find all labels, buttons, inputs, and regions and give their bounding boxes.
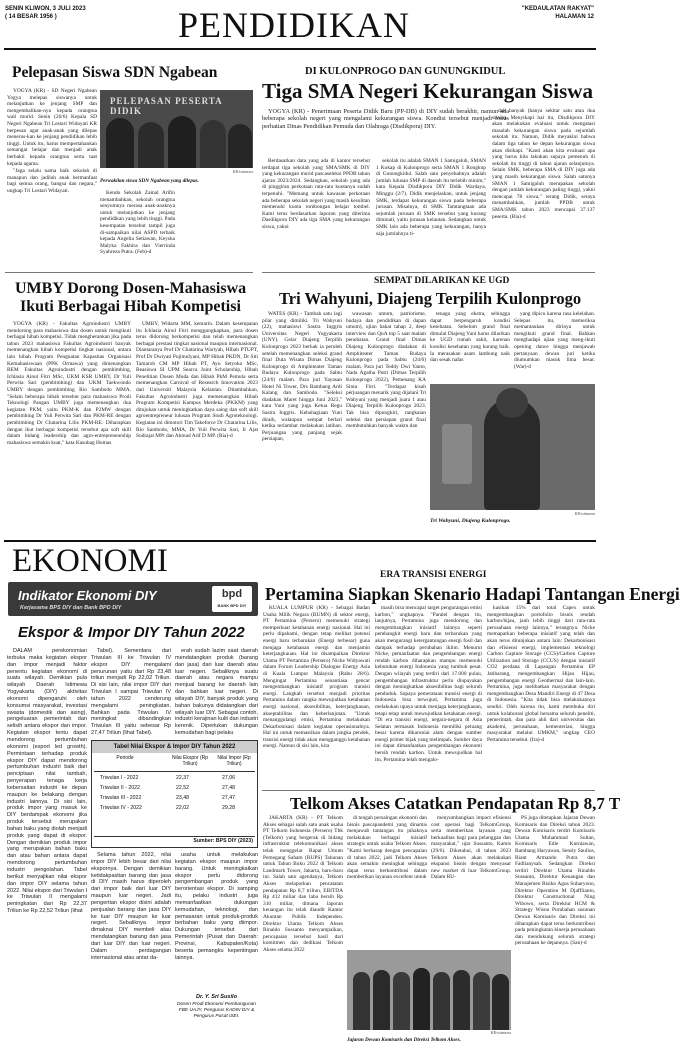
table-cell: 29,28 xyxy=(222,805,235,811)
tri-paragraph: yang dipicu karena rasa kelelahan. Selepas itu, memeriksa memantaukan dirinya untuk mengikuti grand final. Bahkan menghadapi ujian yang meng-ikuti opening dance hingga menjawab pertanyaan dewan juri ketika diumumkan masuk lima besar. (War)-d xyxy=(514,311,595,370)
table-rule xyxy=(94,771,255,772)
person-figure xyxy=(393,972,410,1030)
tri-kicker: SEMPAT DILARIKAN KE UGD xyxy=(374,276,510,286)
telkom-paragraph: PS juga ditetapkan Jajaran Dewan Komisaris dan Direksi tahun 2023. Dewan Komisaris terdiri Komisaris Utama Muhammad Sultan, Komisaris Edie Kurniawan, Bambang Haryawan, Sensly Saulius, Riant Armando Putra dan Fadlianysah. Sedangkan Direksi terdiri Direktur Utama Rinaldo Sussanto, Direktur Keuangan dan Manajemen Risiko Agus Suharyono, Direktur Operation M Djaffiianto, Direktur Constructional Ning Wibowo, serta Direktur HCM & Strategy Wisnu Purubahan susunan Dewan Komisaris dan Direksi ini diharapkan dapat terus berkontribusi pada peningkatan kinerja perusahaan dan mendukung seluruh strategi perusahaan ke depannya. (San)-d xyxy=(515,815,595,947)
pertamina-headline: Pertamina Siapkan Skenario Hadapi Tantangan Energi xyxy=(265,584,680,604)
ekspor-col-3b xyxy=(175,852,258,990)
ekspor-paragraph: Tabel). Sementara dari Triwulan III ke Triwulan IV ekspor DIY mengalami penurunan yaitu dari Rp 23,48 triliun menjadi Rp 22,02 Triliun. Di sisi lain, nilai impor DIY dari Triwulan I sampai Triwulan IV tahun 2022 cenderung mengalami peningkatan. Bahkan pada Triwulan IV meningkat dibandingkan Triwulan III yaitu sebesar Rp 27,47 Triliun (lihat Tabel). xyxy=(91,648,171,737)
table-cell: 27,47 xyxy=(222,795,235,801)
table-source: Sumber: BPS DIY (2023) xyxy=(193,838,253,844)
table-cell: Triwulan I - 2022 xyxy=(100,775,139,781)
bank-logo-text: bpd xyxy=(221,588,243,600)
banner-title: Indikator Ekonomi DIY xyxy=(18,588,157,603)
sma-col-3 xyxy=(492,108,595,268)
indikator-banner xyxy=(8,582,258,616)
pertamina-col-2 xyxy=(375,605,482,787)
sma-col-1 xyxy=(262,158,370,266)
divider xyxy=(262,790,595,791)
telkom-col-1 xyxy=(263,815,343,1031)
pertamina-paragraph: kasikan 15% dari total Capex untuk mengembangkan portofolio bisnis rendah karbon/hijau, jauh lebih tinggi dari rata-rata perusahaan energi lainnya," terangnya. Nicke memaparkan beberapa inisiatif yang telah dan akan terus ditunjukan antara lain: Dekarbonisasi dan efisiensi energi, implementasi teknologi Carbon Capture Storage (CCS)/Carbon Capture Utilization and Storage (CCUS) dengan inisiatif CO2 perdana di Lapangan Pertamina EP Jatibarang, mengembangkan Hijau Hijau, pengembangan energi Geothermal dan lain-lain. Pertamina, juga melibatkan masyarakat dengan mengembangkan Desa Mandiri Energi di 47 Desa di Indonesia. "Kita tidak bisa melakukannya sendiri. Oleh karena itu, kami membuka diri untuk kolaborasi global bersama seluruh peneliti, pemerintah, dan para ahli dari universitas dan akademi, perusahaan, kementerian, hingga masyarakat melalui UMKM," ungkap CEO Pertamina tersebut. (Ira)-d xyxy=(487,605,595,743)
tri-col-3 xyxy=(430,311,510,379)
page-number: HALAMAN 12 xyxy=(555,14,594,20)
umby-col-1 xyxy=(7,321,131,519)
table-cell: 22,37 xyxy=(176,775,189,781)
telkom-photo xyxy=(347,950,511,1030)
pertamina-paragraph: KUALA LUMPUR (KR) - Sebagai Badan Usaha Milik Negara (BUMN) di sektor energi, PT Pertamina (Persero) memenuhi strategi memperkuat ketahanan energi nasional. Hal ini perlu dipahami, dengan tetap melihat potensi energi baru terbarukan (Energi terbesar) guna menjaga ketahanan energi dan menjamin keterjangkauan. Hal ini disampaikan Direktur Utama PT Pertamina (Persero) Nicke Widyawati dalam Forum Leadership Dialogue Energy Asia di Kuala Lumpur Malaysia (Rabu 28/6). Mengingat Pertamina senantiasa gencar mengembangkan inisiatif program transisi energi. Langkah tersebut menjadi prioritas Pertamina dalam rangka mewujudkan ketahanan energi nasional, aksesibilitas, keterjangkauan, akseptabilitas dan keberlanjutan. "Untuk menanggulangi emisi, Pertamina melakukan Dekarbonisasi dalam kegiatan operasionalnya. Hal ini untuk memastikan dalam jangka pendek, transisi energi tidak akan mengganggu ketahanan energi. Namun di sisi lain, kita xyxy=(263,605,370,750)
ekspor-paragraph: DALAM perekonomian terbuka maka kegiatan ekspor dan impor menjadi faktor penentu kegiatan ekonomi di suatu wilayah. Demikian pula wilayah Daerah Istimewa Yogyakarta (DIY) aktivitas ekonomi dipengaruhi oleh konsumsi masyarakat, investasi swasta (domestik dan asing), pengeluaran pemerintah dan selisih antara ekspor dan impor. Kegiatan ekspor tentu dapat mendorong pertumbuhan ekonomi (export led growth). Permintaan terhadap produk ekspor DIY dapat mendorong pertumbuhan industri baik dari penciptaan nilai tambah, penyerapan tenaga kerja kebersaitan industri ke depan maupun ke belakang dengan industri lainnya. Di sisi lain, produk impor yang masuk ke DIY berdampak ekonomi jika produk tersebut merupakan bahan baku yang diolah menjadi produk yang dapat di ekspor. Dengan demikian produk impor yang merupakan bahan baku dan atau bahan antara dapat mendorong pertumbuhan industri pengolahan. Tabel berikut menyajikan nilai ekspor dan impor DIY selama tahun 2022. Nilai ekspor dari Triwulan I ke Triwulan II mengalami peningkatan dari Rp 22,37 Triliun ke Rp 22,52 Triliun (lihat xyxy=(7,648,87,915)
person-figure xyxy=(413,968,430,1030)
tri-paragraph: tenaga yang ekstra, sehingga dapat berpengaruh kondisi kesehatan. Sebelum grand final dimulai Diajeng Yuni harus dilarikan ke UGD rumah sakit, karenan kondisi kesehatan yang kurang baik. Ia merasakan asam lambung naik dan sesak nafas xyxy=(430,311,510,364)
person-figure xyxy=(106,118,134,168)
pertamina-paragraph: masih bisa mencapai target pengurangan emisi karbon," ungkapnya. "Paralel dengan itu, lanjutnya, Pertamina juga mendorong dan mengembangkan inisiatif lainnya seperti pembangkit energi baru dan terbarukan yang akan mengurangi ketergantungan energi fosil dan dampak terhadap perubahan iklim. Menurut Nicke, pemanfaatan dan pengembangan energi rendah karbon diharapkan mampu memenuhi kebutuhan energi Indonesia yang tumbuh pesat. Dengan wilayah yang terdiri dari 17.000 pulau, pengembangan infrastruktur perlu diupayakan dengan meningkatkan aksesibilitas bagi seluruh penduduk. Supaya pemerataan transisi energi di Indonesia bisa terwujud, Pertamina juga melakukan upaya untuk menjaga keterjangkauan, tetapi tetap untuk mewujudkan ketahanan energi. "Di era transisi energi, negara-negara di Asia Selatan termasuk Indonesia memiliki peluang besar karena dikaruniai alam dengan sumber energi primer bijak yang melimpah. Sumber daya ini dapat dimanfaatkan pengembangan ekonomi bersih rendah karbon. Untuk mewujudkan hal itu, Pertamina telah mengalo- xyxy=(375,605,482,763)
table-cell: Triwulan IV - 2022 xyxy=(100,805,142,811)
telkom-paragraph: JAKARTA (KR) - PT Telkom Akses sebagai salah satu anak usaha PT Telkom Indonesia (Persero) Tbk (Telkom) yang bergerak di bidang infrastruktur telekomunikasi akses telah menggelar Rapat Umum Pemegang Saham (RUPS) Tahunan untuk Tahun Buku 2022 di Telkom Landmark Tower, Jakarta, baru-baru ini. Salah satu agendanya, Telkom Akses melaporkan pencatatan pendapatan Rp 8,7 triliun, EBITDA Rp 412 miliar dan laba bersih Rp 310 miliar, dimana laporan keuangan itu telah diaudit Kantor Akuntan Publik Independen. Direktur Utama Telkom Akses Rinaldo Sussanto menyampaikan, pencapaian tersebut hasil dari komitmen dan dedikasi Telkom Akses selama 2022 xyxy=(263,815,343,953)
person-figure xyxy=(353,972,370,1030)
pertamina-col-3 xyxy=(487,605,595,787)
photo-credit: KR-istimewa xyxy=(490,1031,511,1035)
sdn-paragraph: YOGYA (KR) - SD Negeri Ngabean Yogya melepas siswanya untuk melanjutkan ke jenjang SMP dan mengembalikan-nya kepada orangtua wali murid. Senin (26/6) Kepala SD Negeri Ngabean Tri Lestari Widayati KR berpesan agar anak-anak yang dilepas menerus-kan ke jenjang pendidikan lebih tinggi. Untuk itu, harus mempertahankan semangat belajar dan menjadi anak berbakti kepada orangtua serta taat kepada agama. xyxy=(7,88,97,167)
telkom-headline: Telkom Akses Catatkan Pendapatan Rp 8,7 T xyxy=(290,794,621,813)
table-header: Periode xyxy=(116,755,134,761)
sma-lead-text: YOGYA (KR) - Penerimaan Peserta Didik Baru (PP-DB) di DIY sudah berakhir, namun ada beberapa sekolah negeri yang mengalami kekurangan siswa. Kondisi tersebut menjadi fokus perhatian Dinas Pendidikan Pemuda dan Olahraga (Disdikpora) DIY. xyxy=(262,108,509,130)
sma-paragraph: sekolah itu adalah SMAN 1 Samigaluh, SMAN 1 Kokap di Kulonprogo serta SMAN 1 Rongkop di Gunungkidul. Salah satu penyebabnya adalah jumlah lulusan SMP di daerah itu terlebih minim," kata Kepala Disdikpora DIY Didik Wardaya, Minggu (2/7). Didik menjelaskan, untuk jenjang SMK, terdapat kekurangan siswa pada beberapa jurusan. Misalnya, di SMK Tamtangtaan ada sejumlah jurusan di SMK tersebut yang kurang diminati, yaitu jurusan kelautan. Sedangkan untuk SMK lain ada beberapa yang kekurangan, hanya saja jumlahnya ti- xyxy=(376,158,486,237)
person-figure xyxy=(228,124,252,168)
sma-paragraph: Berdasarkan data yang ada di kantor tersebut terdapat tiga sekolah yang SMA/SMK di DIY yang kekurangan murid pascaseleksi PPDB tahun ajaran 2023/2024. Sedangkan, sekolah yang ada di pinggiran perkotaan rata-rata kuotanya sudah terpenuhi. "Memang untuk kawasan perkotaan ada beberapa sekolah negeri yang masih kesulitan memenuhi kuota rombongan belajar tombel. Kami terus berdasarkan laporan yang diterima Dasdikpora DIY ada tiga SMA yang kekurangan siswa, yakni xyxy=(262,158,370,230)
table-header: Nilai Ekspor (Rp Triliun) xyxy=(171,755,209,767)
photo-banner-text: PELEPASAN PESERTA DIDIK xyxy=(110,96,223,116)
photo-credit: KR-istimewa xyxy=(574,512,595,516)
sdn-headline: Pelepasan Siswa SDN Ngabean xyxy=(12,64,218,81)
photo-caption: Perwakilan siswa SDN Ngabean yang dilepas. xyxy=(100,178,199,184)
telkom-paragraph: di tengah persaingan ekonomi dan bisnis pascapandemi yang dinamis menjawab tantangan itu pihaknya melakukan berbagai inisiatif strategis untuk usaha Telkom Akses. "Kami berharap dengan pencapaian di tahun 2022, jadi Telkom Akses akan semakin meningkat sehingga dapat terus berkontribusi dalam memberikan layanan excellent untuk xyxy=(347,815,427,881)
person-figure xyxy=(433,972,450,1030)
umby-paragraph: YOGYA (KR) - Fakultas Agroindustri UMBY mendorong para mahasiswa dan dosen untuk mengikuti berbagai hibah kompetisi. Tidak mengherankan jika pada tahun 2023 mahasiswa Fakultas Agroindustri banyak memenangkan hibah kompetisi tingkat nasional, antara lain hibah Program Penguatan Kapasitas Organisasi Kemahasiswaan (PPK Ormawa) yang dimenangkan BEM Fakultas Agroindustri dengan pembimbing, Ichlasia Ainul Fitri MSc, UKM KSR UMBY, Dr Yuli Perwita Sari (pembimbing) dan UKM Taekwondo UMBY dengan pembimbing Rio Sambodo MMA. "Selain beberapa hibah tersebut para mahasiswa Prodi Teknologi Pangan UMBY juga memenangkan dua kegiatan PKM, yaitu PKM-K dan P2MW dengan pembimbing Dr Yuli Perwita Sari dan PKM-RE dengan pembimbing Dr Chatarina Lilis PKM-RE. Diharapkan dengan ikut berbagai kompetisi tersebut apa soft skill dalam bidang leadership dan agro-entrepreneurship mahasiswa semakin kuat," kata Kasubag Humas xyxy=(7,321,131,446)
sdn-body-lead xyxy=(7,88,97,263)
sdn-photo xyxy=(100,90,253,168)
sma-paragraph: dak banyak (hanya sekitar satu atau dua siswa). Menyikapi hal itu, Disdikpora DIY akan melakukan evaluasi untuk mengatasi masalah kekurangan siswa pada sejumlah sekolah itu. Namun, Didik meyakini bahwa dalam tiga tahun ke depan kekurangan siswa akan disikapi. "Kanti akan kita evaluasi apa yang harus kita lakukan supaya pemenuh di sekolah itu tinggi di tahun ajaran selanjutnya. Selain SMK, beberapa SMA di DIY juga ada yang masih kekurangan siswa. Salah satunya SMAN 1 Samigaluh merupakan sekolah dengan jumlah kekurangan paling tinggi, yakni mencapai 78 siswa," terang Didik, seraya menambahkan, jumlah PPDB untuk SMA/SMK tahun 2023 mencapai 37.137 peserta. (Ria)-d xyxy=(492,108,595,220)
table-title: Tabel Nilai Ekspor & Impor DIY Tahun 2022 xyxy=(92,741,257,753)
umby-headline-2: Ikuti Berbagai Hibah Kompetisi xyxy=(20,298,241,315)
pertamina-kicker: ERA TRANSISI ENERGI xyxy=(380,570,487,580)
sma-lead xyxy=(262,108,509,156)
person-figure xyxy=(373,970,390,1030)
sdn-body-mid xyxy=(100,190,175,265)
table-header: Nilai Impor (Rp Triliun) xyxy=(217,755,251,767)
table-cell: 22,02 xyxy=(176,805,189,811)
person-figure xyxy=(453,970,470,1030)
umby-paragraph: UMBY, Widarta MM, kemarin. Dalam kesempatan itu Ichlasia Ainul Fitri menggungkapkan, para dosen terus didorong berkompetisi dan telah memenangkan berbagai prestasi tingkat nasional maupun internasional. Diantaranya Prof Dr Chatarina Wariyah, Hibah PTUPT, Prof Dr Dwiyati Pujimulyani, MP Hibah PKDN, Dr Siti Tamaroh CM MP Hibah PT, Ayu Setyoko MSc, Beasiswa SI UPM Searca Joint Scholarship, Hibah Penelitian Dosen Muda dan Hibah PkM Pemula serta memenangkan Carnival of Research Innovation 2023 dari Universiti Malaysia Kelantan. Ditambahkan, Fakultas Agroindustri juga memenangkan Hibah Program Kompetisi Kampus Merdeka (PKKM) yang ditujukan untuk meningkatkan daya saing dan soft skill agroentrepreneur lulusan Program Studi Agroteknologi. Kegiatan ini dimotori Tim Takeforce Dr Chatarina Lilis, Rio Sambodo, MMA, Dr Yuli Perwita Sari, Ir Ajat Sudrajat MPt dan Ahmad Arif D MP. (Ria)-d xyxy=(136,321,258,440)
tri-paragraph: wawasan umum, patriotisme, budaya dan pendidikan di dapan umum), ujian bakat tahap 2, deep interview dan QnA top 5 saat malam penobatan. Grand final Dimas Diajeng Kulonprogo diadakan di Amphiteater Taman Budaya Kulonprogo pada Sabtu (24/6) malam. Para juri Teddy Dwi Yanto, Nada Agatha Putri (Dimas Terpilih Kulonprogo 2022), Pemenang KA Sinta Fitri. "Terdapat kisah perjuangan menarik yang dijalani Tri Wahyuni yang menjadi juara 1 atau Diajeng Terpilih Kulonprogo 2023. Tak bisa dipungkiri, rangkaian seleksi dan persiapan grand final membutuhkan banyak waktu dan xyxy=(346,311,426,430)
tri-paragraph: WATES (KR) - Tambah satu lagi pilar yang dimiliki. Tri Wahyuni (22), mahasiswi Sastra Inggris Universitas Negeri Yogyakarta (UNY). Gelar Diajeng Terpilih Kulonprogo 2023 berhak ia peroleh setelah memenangkan seleksi grand final Duta Wisata Dimas Diajeng Kulonprogo di Amphiteater Taman Budaya Kulonprogo pada Sabtu (24/6) malam. Para juri Yayasan Hotel Ni Tower, Drs Bambang Ardi Kalang dan Sambodo. "Seleksi diadakan Maret hingga Juni 2023," kata Yuni yang juga Ketua Regu Sastra Inggris. Kebahagiaan Yuni diraih, walaupun sempat berlari ketika terlambat melakukan latihan. Perjuangan yang panjang sejak persiapan, xyxy=(262,311,342,443)
tri-photo xyxy=(430,384,595,510)
tri-col-2 xyxy=(346,311,426,521)
section-title: PENDIDIKAN xyxy=(178,5,410,45)
banner-subtitle: Kerjasama BPS DIY dan Bank BPD DIY xyxy=(20,605,122,611)
trophy-shape xyxy=(442,424,472,484)
table-cell: 23,48 xyxy=(176,795,189,801)
table-rule xyxy=(94,836,255,837)
photo-caption: Jajaran Dewan Komisaris dan Direksi Telkom Akses. xyxy=(347,1037,461,1043)
person-head xyxy=(496,388,528,418)
ekspor-col-2a xyxy=(91,648,171,737)
person-figure xyxy=(473,972,490,1030)
divider xyxy=(262,272,595,273)
divider xyxy=(5,272,253,273)
bank-logo-sub: BANK BPD DIY xyxy=(217,603,247,608)
table-cell: 27,06 xyxy=(222,775,235,781)
telkom-col-3 xyxy=(431,815,511,945)
umby-headline-1: UMBY Dorong Dosen-Mahasiswa xyxy=(15,280,247,297)
telkom-col-4 xyxy=(515,815,595,1043)
ekspor-paragraph: usaha untuk melakukan kegiatan ekspor maupun impor barang. Untuk meningkatkan ekspor perlu didorong pengembangan produk yang berorientasi ekspor. Di samping itu, pelaku industri juga memanfaatkan dukungan kemudahan, teknologi, dan pemasaran untuk produk-produk berbahan baku yang diimpor. Dukungan tersebut dari Pemerintah (Pusat dan Daerah: Provinsi, Kabupaten/Kota) beserta pemangku kepentingan lainnya. xyxy=(175,852,258,961)
tri-headline: Tri Wahyuni, Diajeng Terpilih Kulonprogo xyxy=(279,289,582,308)
ekspor-col-2b xyxy=(91,852,171,1044)
telkom-col-2 xyxy=(347,815,427,945)
author-role: Dosen Prodi Ekonomi Pembangunan FBE UAJY, Pengurus KADIN DIY & Pengurus Pusat ISEI. xyxy=(177,1002,256,1019)
person-figure xyxy=(168,116,196,168)
table-cell: Triwulan II - 2022 xyxy=(100,785,140,791)
person-figure xyxy=(492,974,509,1030)
person-figure xyxy=(138,122,164,168)
ekspor-col-1 xyxy=(7,648,87,1044)
ekonomi-section-title: EKONOMI xyxy=(12,543,168,579)
date-line: SENIN KLIWON, 3 JULI 2023 xyxy=(5,6,86,12)
masthead-rule xyxy=(4,48,596,50)
hijri-date: ( 14 BESAR 1956 ) xyxy=(5,14,57,20)
sma-kicker: DI KULONPROGO DAN GUNUNGKIDUL xyxy=(305,66,506,77)
sdn-paragraph: Kendo Sekolah Zainal Arifin menambahkan, sekolah orangtua senyumnya merasa anak-anaknya untuk melanjutkan ke jenjang pendidikan yang lebih tinggi. Pada kesempatan tersebut tampil juga di-sampaikan nilai ASPD terbaik kepada Angelia Setiawan, Keysha Malyka Fakhira dan Vierrinda Syahreza Putra. (Feb)-d xyxy=(100,190,176,256)
table-cell: Triwulan III - 2022 xyxy=(100,795,142,801)
publication-name: "KEDAULATAN RAKYAT" xyxy=(521,6,594,12)
bank-logo xyxy=(212,586,252,612)
pertamina-col-1 xyxy=(263,605,370,787)
ekspor-paragraph: Selama tahun 2022, nilai impor DIY lebih besar dari nilai ekspornya. Dengan demikian ketidakpastian barang dan jasa di DIY masih harus diperoleh dari impor baik dari luar DIY maupun luar negeri. Jadi pengertian ekspor disini adalah penjualan barang dan jasa DIY ke luar DIY maupun ke luar negeri. Sebaliknya impor dimaknai DIY membeli atau mendatangkan barang dan jasa dari luar DIY dan luar negeri. Dalam perdagangan internasional atau antar da- xyxy=(91,852,171,961)
ekspor-col-3a xyxy=(175,648,258,737)
telkom-paragraph: menyumbangkan impact efisiensi cost operasi bagi TelkomGroup, serta memberikan layanan yang berkualitas bagi para pelanggan dan masyarakat," ujar Sussanto, Kamis (29/6). Diketahui, di tahun 2023 Telkom Akses akan melakukan ekspansi bisnis dengan menyasar new market di luar TelkomGroup. Dalam RU- xyxy=(431,815,511,881)
ekspor-headline: Ekspor & Impor DIY Tahun 2022 xyxy=(18,624,245,641)
person-figure xyxy=(200,120,226,168)
sma-headline: Tiga SMA Negeri Kekurangan Siswa xyxy=(262,79,593,103)
table-cell: 27,48 xyxy=(222,785,235,791)
ekspor-paragraph: erah sudah lazim saat daerah mendatangkan produk (barang dan jasa) dari luar daerah atau luar negeri. Sebaliknya suatu daerah atau negara mampu menjual barang ke daerah lain dan bahkan luar negeri. Di wilayah DIY, banyak produk yang bahan bakunya didatangkan dari wilayah luar DIY. Sebagai contoh, industri kerajinan kulit dan industri kerenik. Diperlukan dukungan kemudahan bagi pelaku xyxy=(175,648,258,737)
sma-col-2 xyxy=(376,158,486,266)
table-cell: 22,52 xyxy=(176,785,189,791)
tri-col-4 xyxy=(514,311,595,381)
sdn-paragraph: "Jaga selalu nama baik sekolah di manapun dan jadilah anak bermanfaat bagi semua orang, bangsa dan negara," ungkap Tri Lestari Widayati. xyxy=(7,168,97,194)
photo-caption: Tri Wahyuni, Diajeng Kulonprogo. xyxy=(430,518,511,524)
tri-col-1 xyxy=(262,311,342,521)
author-name: Dr. Y. Sri Susilo xyxy=(195,994,238,1000)
photo-credit: KR-istimewa xyxy=(232,170,253,174)
export-import-table xyxy=(91,740,258,848)
umby-col-2 xyxy=(136,321,258,519)
section-rule xyxy=(4,540,596,542)
